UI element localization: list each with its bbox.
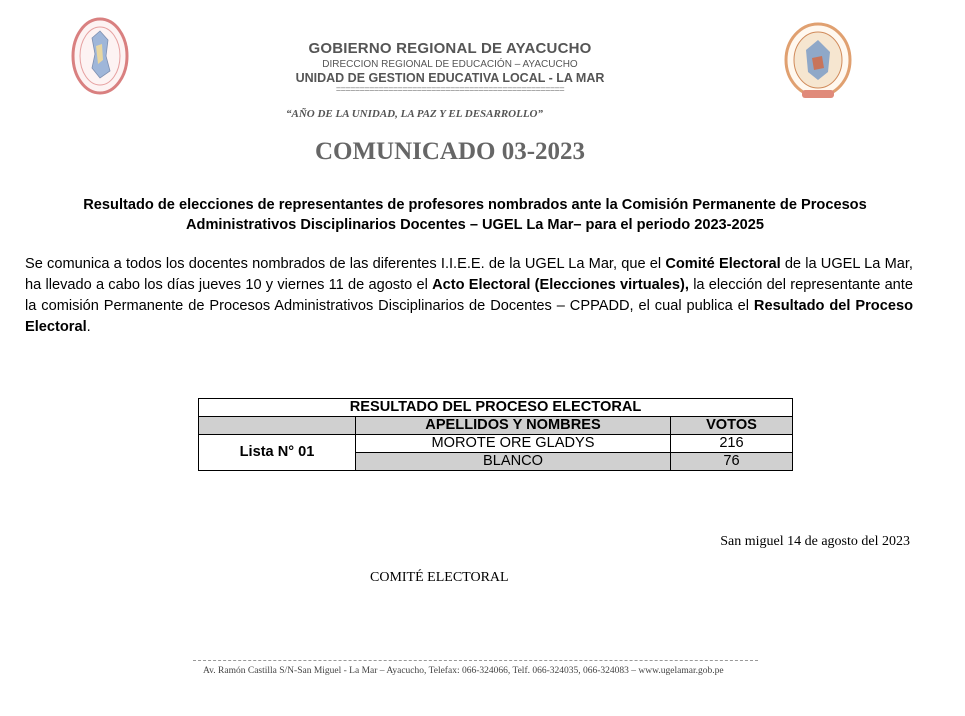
body-paragraph	[25, 254, 913, 338]
table-title: RESULTADO DEL PROCESO ELECTORAL	[199, 399, 793, 417]
signature-committee: COMITÉ ELECTORAL	[370, 570, 509, 585]
table-row	[199, 435, 793, 453]
results-table	[198, 398, 793, 471]
footer-divider	[193, 660, 758, 661]
header-direction: DIRECCION REGIONAL DE EDUCACIÓN – AYACUCHO	[322, 59, 578, 70]
body-bold-1: Comité Electoral	[665, 256, 781, 272]
header-empty-cell	[199, 417, 356, 435]
candidate-votes: 76	[671, 453, 793, 471]
body-bold-2: Acto Electoral (Elecciones virtuales),	[432, 277, 689, 293]
header-ugel: UNIDAD DE GESTION EDUCATIVA LOCAL - LA MAR	[295, 71, 605, 85]
subject-heading: Resultado de elecciones de representantes de profesores nombrados ante la Comisión Permanente de Procesos Administrativos Disciplinarios Docentes – UGEL La Mar– para el periodo 2023-2025	[83, 197, 867, 233]
header-government-name: GOBIERNO REGIONAL DE AYACUCHO	[308, 40, 592, 57]
body-text-2: de la UGEL La Mar, ha llevado a cabo los días jueves 10 y viernes 11 de agosto el	[25, 256, 913, 293]
year-motto: “AÑO DE LA UNIDAD, LA PAZ Y EL DESARROLLO”	[286, 108, 544, 120]
footer-address: Av. Ramón Castilla S/N-San Miguel - La Mar – Ayacucho, Telefax: 066-324066, Telf. 066-324035, 066-324083 – www.ugelamar.gob.pe	[203, 666, 724, 676]
body-bold-3: Resultado del Proceso Electoral	[25, 298, 913, 335]
candidate-name: MOROTE ORE GLADYS	[356, 435, 671, 453]
document-date: San miguel 14 de agosto del 2023	[720, 534, 910, 549]
page-title: COMUNICADO 03-2023	[314, 138, 586, 165]
candidate-name: BLANCO	[356, 453, 671, 471]
column-header-names: APELLIDOS Y NOMBRES	[356, 417, 671, 435]
table-title-row	[199, 399, 793, 417]
body-text-4: .	[86, 319, 91, 335]
column-header-votes: VOTOS	[671, 417, 793, 435]
header-separator: ================================================	[335, 84, 565, 94]
candidate-votes: 216	[671, 435, 793, 453]
body-text-1: Se comunica a todos los docentes nombrados de las diferentes I.I.E.E. de la UGEL La Mar, que el	[25, 256, 666, 272]
list-label: Lista N° 01	[199, 435, 356, 471]
body-text-3: la elección del representante ante la comisión Permanente de Procesos Administrativos Disciplinarios de Docentes – CPPADD, el cual publica el	[25, 277, 913, 314]
table-header-row	[199, 417, 793, 435]
